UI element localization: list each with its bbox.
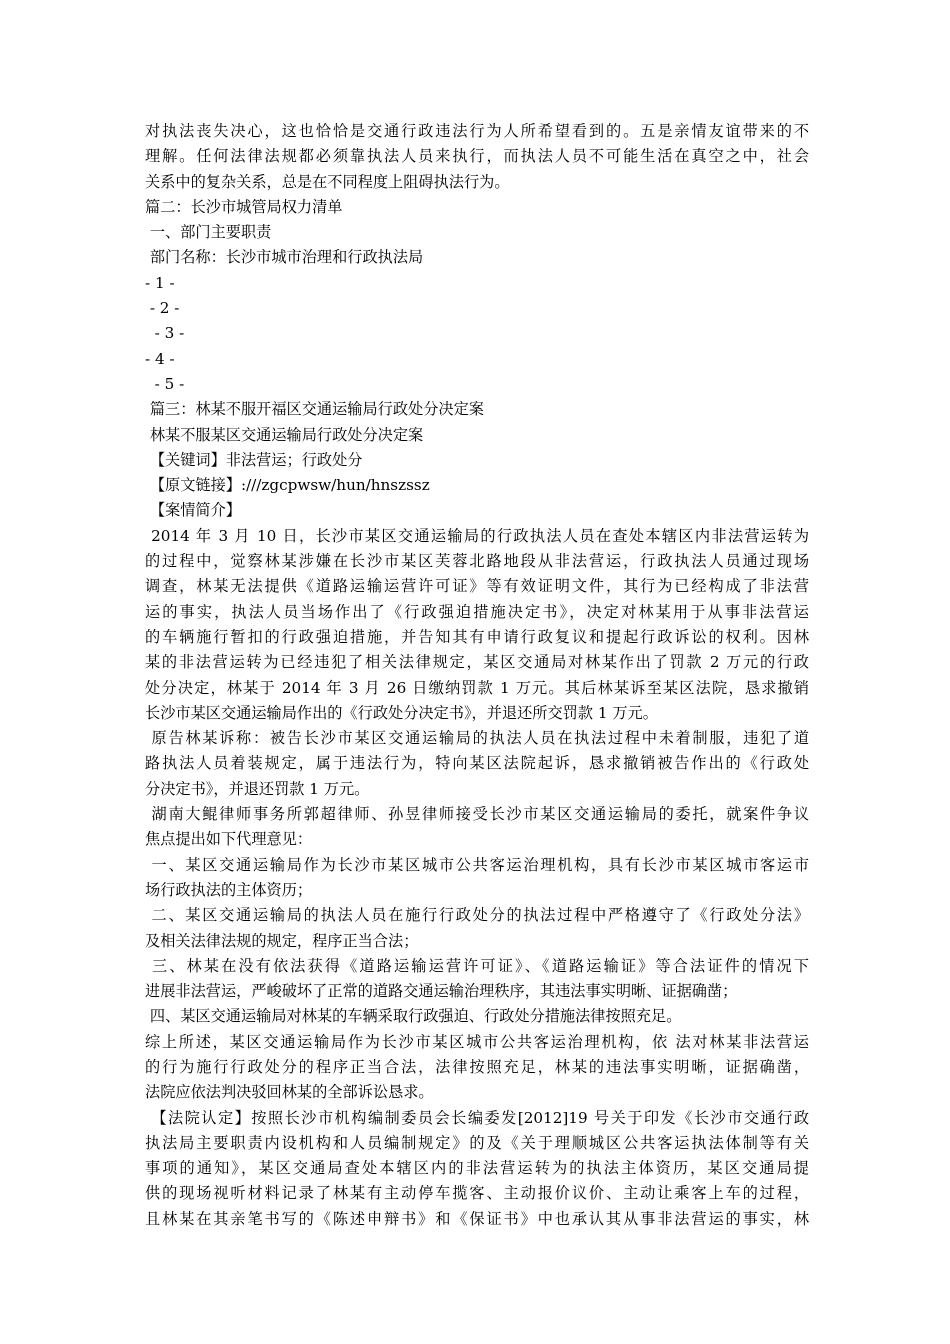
text-line: 【原文链接】:///zgcpwsw/hun/hnszssz bbox=[145, 476, 430, 495]
text-line: 进展非法营运，严峻破坏了正常的道路交通运输治理秩序，其违法事实明晰、证据确凿； bbox=[145, 982, 738, 1001]
text-line: - 3 - bbox=[145, 324, 185, 343]
text-line: 一、部门主要职责 bbox=[145, 223, 272, 242]
text-line: 二、某区交通运输局的执法人员在施行行政处分的执法过程中严格遵守了《行政处分法》 bbox=[145, 906, 810, 925]
text-line: 一、某区交通运输局作为长沙市某区城市公共客运治理机构，具有长沙市某区城市客运市 bbox=[145, 855, 810, 874]
text-line: 供的现场视听材料记录了林某有主动停车揽客、主动报价议价、主动让乘客上车的过程， bbox=[145, 1184, 809, 1203]
text-line: 2014 年 3 月 10 日，长沙市某区交通运输局的行政执法人员在查处本辖区内非法营运转为 bbox=[145, 526, 810, 545]
text-line: 处分决定，林某于 2014 年 3 月 26 日缴纳罚款 1 万元。其后林某诉至某区法院，恳求撤销 bbox=[145, 678, 809, 697]
text-line: 长沙市某区交通运输局作出的《行政处分决定书》，并退还所交罚款 1 万元。 bbox=[145, 703, 658, 722]
text-line: - 2 - bbox=[145, 299, 180, 318]
text-line: 部门名称：长沙市城市治理和行政执法局 bbox=[145, 248, 424, 267]
text-line: 执法局主要职责内设机构和人员编制规定》的及《关于理顺城区公共客运执法体制等有关 bbox=[145, 1133, 809, 1152]
text-line: 调查，林某无法提供《道路运输运营许可证》等有效证明文件，其行为已经构成了非法营 bbox=[145, 577, 809, 596]
text-line: 且林某在其亲笔书写的《陈述申辩书》和《保证书》中也承认其从事非法营运的事实，林 bbox=[145, 1209, 809, 1228]
text-line: 【法院认定】按照长沙市机构编制委员会长编委发[2012]19 号关于印发《长沙市交通行政 bbox=[145, 1108, 810, 1127]
text-line: 法院应依法判决驳回林某的全部诉讼恳求。 bbox=[145, 1083, 434, 1102]
text-line: 路执法人员着装规定，属于违法行为，特向某区法院起诉，恳求撤销被告作出的《行政处 bbox=[145, 754, 809, 773]
text-line: 【案情简介】 bbox=[145, 501, 241, 520]
text-line: 湖南大鲲律师事务所郭超律师、孙昱律师接受长沙市某区交通运输局的委托，就案件争议 bbox=[145, 805, 810, 824]
text-line: 四、某区交通运输局对林某的车辆采取行政强迫、行政处分措施法律按照充足。 bbox=[145, 1007, 682, 1026]
text-line: 场行政执法的主体资历； bbox=[145, 880, 313, 899]
text-line: 三、林某在没有依法获得《道路运输运营许可证》、《道路运输证》等合法证件的情况下 bbox=[145, 956, 809, 975]
text-line: 对执法丧失决心，这也恰恰是交通行政违法行为人所希望看到的。五是亲情友谊带来的不 bbox=[145, 122, 809, 140]
text-line: - 4 - bbox=[145, 349, 175, 368]
text-line: 及相关法律法规的规定，程序正当合法； bbox=[145, 931, 419, 950]
text-line: 的车辆施行暂扣的行政强迫措施，并告知其有申请行政复议和提起行政诉讼的权利。因林 bbox=[145, 627, 809, 646]
text-line: 林某不服某区交通运输局行政处分决定案 bbox=[145, 425, 424, 444]
text-line: 的过程中，觉察林某涉嫌在长沙市某区芙蓉北路地段从非法营运，行政执法人员通过现场 bbox=[145, 552, 809, 571]
text-line: 的行为施行行政处分的程序正当合法，法律按照充足，林某的违法事实明晰，证据确凿， bbox=[145, 1057, 809, 1076]
text-line: - 5 - bbox=[145, 374, 185, 393]
text-line: 关系中的复杂关系，总是在不同程度上阻碍执法行为。 bbox=[145, 172, 510, 191]
text-line: 焦点提出如下代理意见： bbox=[145, 830, 313, 849]
text-line: 事项的通知》，某区交通局查处本辖区内的非法营运转为的执法主体资历，某区交通局提 bbox=[145, 1159, 809, 1178]
text-line: 篇二：长沙市城管局权力清单 bbox=[145, 197, 343, 216]
text-line: 【关键词】非法营运；行政处分 bbox=[145, 450, 363, 469]
text-line: 某的非法营运转为已经违犯了相关法律规定，某区交通局对林某作出了罚款 2 万元的行政 bbox=[145, 653, 809, 672]
text-line: 运的事实，执法人员当场作出了《行政强迫措施决定书》，决定对林某用于从事非法营运 bbox=[145, 602, 809, 621]
text-line: 篇三：林某不服开福区交通运输局行政处分决定案 bbox=[145, 400, 484, 419]
text-line: 综上所述，某区交通运输局作为长沙市某区城市公共客运治理机构，依 法对林某非法营运 bbox=[145, 1032, 809, 1051]
document-page bbox=[145, 119, 809, 1232]
text-line: 理解。任何法律法规都必须靠执法人员来执行，而执法人员不可能生活在真空之中，社会 bbox=[145, 147, 809, 166]
text-line: - 1 - bbox=[145, 273, 175, 292]
text-line: 原告林某诉称：被告长沙市某区交通运输局的执法人员在执法过程中未着制服，违犯了道 bbox=[145, 729, 810, 748]
text-line: 分决定书》，并退还罚款 1 万元。 bbox=[145, 779, 370, 798]
